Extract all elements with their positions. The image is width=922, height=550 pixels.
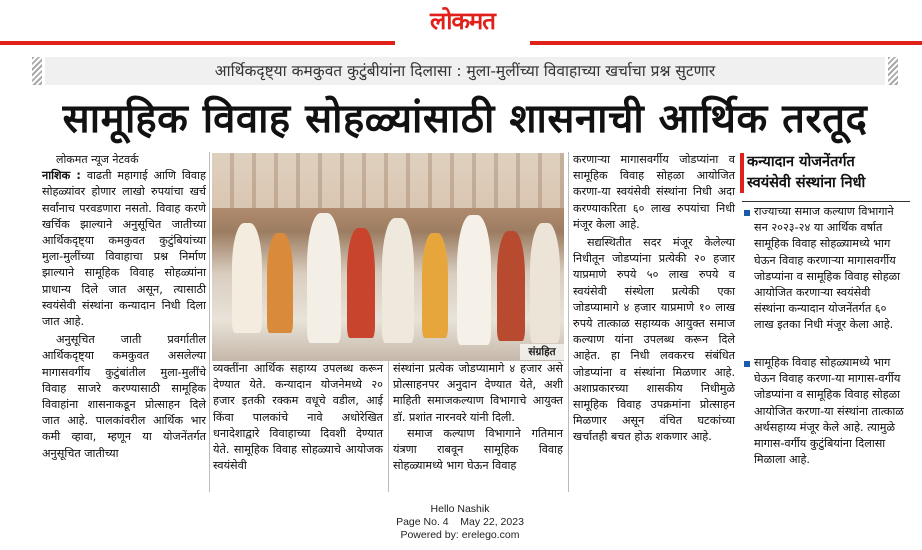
sidebar-item-1: राज्याच्या समाज कल्याण विभागाने सन २०२३-२४ या आर्थिक वर्षात सामूहिक विवाह सोहळ्यामध्ये भाग घेऊन विवाह करणाऱ्या मागासवर्गीय जोडप्यांना व सामूहिक विवाह सोहळा आयोजित करणाऱ्या स्वयंसेवी संस्थांना कन्यादान योजनेंतर्गत ६० लाख इतका निधी मंजूर केला आहे. (754, 205, 901, 332)
article-paragraph: सद्यस्थितीत सदर मंजूर केलेल्या निधीतून जोडप्यांना प्रत्येकी २० हजार याप्रमाणे रुपये ५० लाख रुपये व स्वयंसेवी संस्थेला प्रत्येकी एका जोडप्यामागे ४ हजार याप्रमाणे १० लाख रुपये तात्काळ सहाय्यक आयुक्त समाज कल्याण यांना उपलब्ध करून दिले आहेत. हा निधी लवकरच संबंधित जोडप्यांना व संस्थांना मिळणार आहे. अशाप्रकारच्या शासकीय निधीमुळे सामूहिक विवाह उपक्रमांना प्रोत्साहन मिळणार असून वंचित घटकांच्या खर्चातही बचत होऊ शकणार आहे. (573, 236, 735, 444)
footer-powered-by[interactable]: Powered by: erelego.com (400, 529, 520, 541)
article-column-1 (42, 152, 206, 462)
sidebar-heading (747, 152, 897, 196)
kicker-hatch-right (888, 57, 898, 85)
wedding-photo (212, 153, 564, 361)
lokmat-logo[interactable]: लोकमत (430, 6, 495, 35)
kicker: आर्थिकदृष्ट्या कमकुवत कुटुंबीयांना दिलासा : मुला-मुलींच्या विवाहाच्या खर्चाचा प्रश्न सुटणार (45, 57, 885, 85)
photo-figure (422, 233, 448, 338)
headline: सामूहिक विवाह सोहळ्यांसाठी शासनाची आर्थिक तरतूद (62, 96, 868, 142)
article-paragraph: संस्थांना प्रत्येक जोडप्यामागे ४ हजार असे प्रोत्साहनपर अनुदान देण्यात येते, अशी माहिती समाजकल्याण विभागाचे आयुक्त डॉ. प्रशांत नारनवरे यांनी दिली. (393, 362, 563, 424)
bullet-icon (744, 361, 750, 367)
byline: लोकमत न्यूज नेटवर्क (56, 153, 139, 166)
photo-figure (307, 213, 341, 343)
article-paragraph: समाज कल्याण विभागाने गतिमान यंत्रणा राबवून सामूहिक विवाह सोहळ्यामध्ये भाग घेऊन विवाह (393, 426, 563, 473)
column-divider (388, 361, 389, 492)
photo-figure (382, 218, 414, 343)
sidebar-accent-bar (740, 153, 744, 193)
column-divider (568, 152, 569, 492)
sidebar-rule (742, 201, 910, 202)
article-column-4 (573, 152, 735, 446)
dateline: नाशिक : (42, 169, 81, 183)
photo-figure (267, 233, 293, 333)
footer-page-date: Page No. 4 May 22, 2023 (396, 516, 524, 528)
sidebar-item-2: सामूहिक विवाह सोहळ्यामध्ये भाग घेऊन विवाह करणा-या मागास-वर्गीय जोडप्यांना व सामूहिक विवाह सोहळा आयोजित करणा-या संस्थांना तात्काळ अर्थसहाय्य मंजूर केले आहे. त्यामुळे मागास-वर्गीय कुटुंबियांना दिलासा मिळाला आहे. (754, 356, 904, 467)
masthead-rule-right (530, 41, 922, 45)
masthead (0, 0, 922, 46)
article-column-3 (393, 361, 563, 474)
page-footer (340, 503, 580, 542)
footer-edition: Hello Nashik (430, 503, 490, 515)
article-column-2 (213, 361, 383, 474)
kicker-hatch-left (32, 57, 42, 85)
photo-figure (497, 231, 525, 341)
article-paragraph: नाशिक : वाढती महागाई आणि विवाह सोहळ्यांवर होणार लाखो रुपयांचा खर्च सर्वांनाच परवडणारा नसतो. विवाह करणे खर्चिक झाल्याने अनुसूचित जातीच्या आर्थिकदृष्ट्या कमकुवत कुटुंबियांच्या मुला-मुलींच्या विवाहाचा प्रश्न निर्माण झाल्याने सामूहिक विवाह सोहळ्यांना प्राधान्य दिले जात असून, त्यासाठी स्वयंसेवी संस्थांना कन्यादान निधी दिला जात आहे. (42, 169, 206, 329)
masthead-rule-left (0, 41, 395, 45)
bullet-icon (744, 210, 750, 216)
article-paragraph: करणाऱ्या मागासवर्गीय जोडप्यांना व सामूहिक विवाह सोहळा आयोजित करणा-या स्वयंसेवी संस्थांना निधी अदा करण्याकरिता ६० लाख रुपयांचा निधी मंजूर केला आहे. (573, 153, 735, 231)
sidebar-heading-line-1: कन्यादान योजनेंतर्गत (747, 154, 855, 170)
article-paragraph: व्यक्तींना आर्थिक सहाय्य उपलब्ध करून देण्यात येते. कन्यादान योजनेमध्ये २० हजार इतकी रक्कम वधूचे वडील, आई किंवा पालकांचे नावे अधोरेखित धनादेशाद्वारे विवाहाच्या दिवशी देण्यात येते. सामूहिक विवाह सोहळ्याचे आयोजक स्वयंसेवी (213, 362, 383, 473)
photo-caption: संग्रहित (520, 344, 564, 360)
photo-figure (457, 215, 491, 345)
sidebar-heading-line-2: स्वयंसेवी संस्थांना निधी (747, 175, 866, 191)
photo-figure (530, 223, 560, 343)
photo-figure (232, 223, 262, 333)
column-divider (209, 152, 210, 492)
photo-tent-canopy (212, 153, 564, 208)
photo-figure (347, 228, 375, 338)
article-paragraph: अनुसूचित जाती प्रवर्गातील आर्थिकदृष्ट्या कमकुवत असलेल्या मागासवर्गीय कुटुंबांतील मुला-मुलींचे विवाह साजरे करण्यासाठी सामूहिक विवाहांना शासनाकडून प्रोत्साहन दिले जात आहे. पालकांवरील आर्थिक भार कमी व्हावा, म्हणून या योजनेंतर्गत अनुसूचित जातीच्या (42, 333, 206, 460)
